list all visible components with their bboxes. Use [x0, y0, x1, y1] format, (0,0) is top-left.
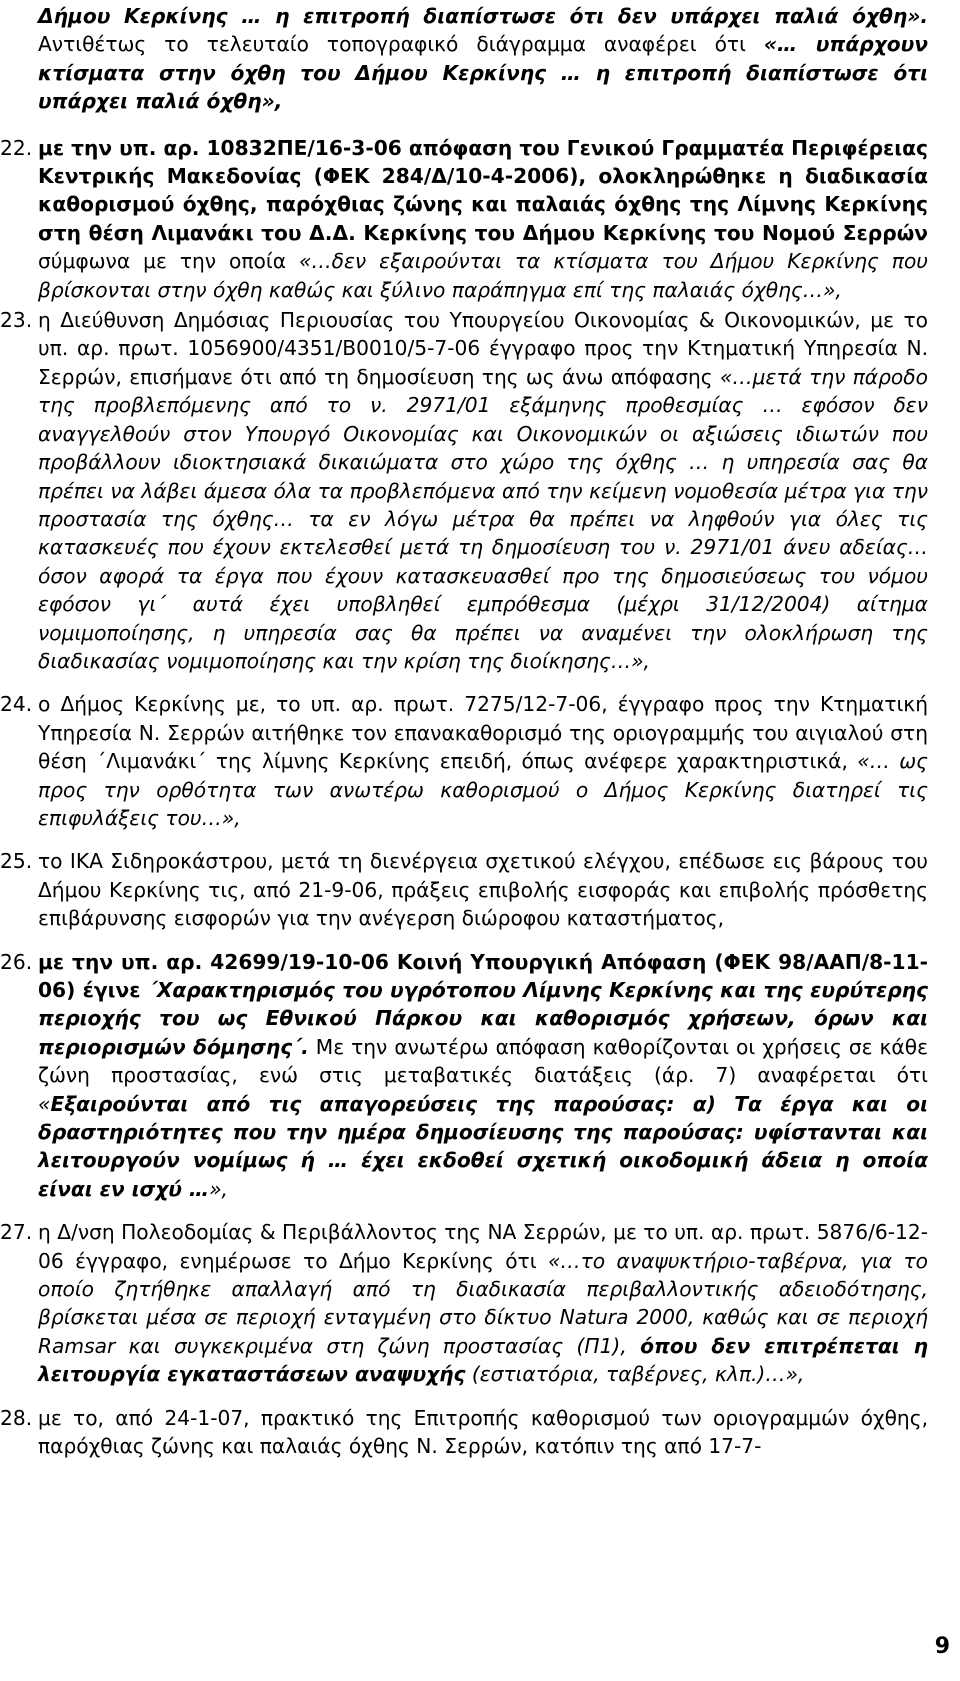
list-item [0, 1404, 928, 1461]
intro-quote-municipality: Δήμου Κερκίνης [355, 60, 547, 85]
item-plain-text: το ΙΚΑ Σιδηροκάστρου, μετά τη διενέργεια σχετικού ελέγχου, επέδωσε εις βάρους του Δήμου Κερκίνης τις, από 21-9-06, πράξεις επιβολής εισφοράς και επιβολής πρόσθετης επιβάρυνσης εισφορών για την ανέγερση διώροφου καταστήματος, [38, 849, 928, 931]
item-italic-quote-end: (εστιατόρια, ταβέρνες, κλπ.)…», [465, 1362, 805, 1387]
item-number: 23. [0, 308, 33, 333]
item-plain-text: η Δ/νση Πολεοδομίας & Περιβάλλοντος της ΝΑ Σερρών, με το υπ. αρ. πρωτ. 5876/6-12-06 έγγραφο, ενημέρωσε το Δήμο Κερκίνης ότι [38, 1220, 928, 1273]
intro-quote-start: «… υπάρχουν κτίσματα στην όχθη του [38, 32, 928, 85]
item-italic-close-quote: », [209, 1176, 228, 1201]
item-text [38, 134, 928, 304]
item-text [38, 847, 928, 932]
item-italic-quote: «…μετά την πάροδο της προβλεπόμενης από το ν. 2971/01 εξάμηνης προθεσμίας … εφόσον δεν αναγγελθούν στον Υπουργό Οικονομίας και Οικονομικών οι αξιώσεις ιδιωτών που προβάλλουν ιδιοκτησιακά δικαιώματα στο χώρο της όχθης … η υπηρεσία σας θα πρέπει να λάβει άμεσα όλα τα προβλεπόμενα από την κείμενη νομοθεσία μέτρα για την προστασία της όχθης… τα εν λόγω μέτρα θα πρέπει να ληφθούν για όλες τις κατασκευές που έχουν εκτελεσθεί μετά τη δημοσίευση του ν. 2971/01 άνευ αδείας… όσον αφορά τα έργα που έχουν κατασκευασθεί προ της δημοσιεύσεως του νόμου εφόσον γι΄ αυτά έχει υποβληθεί εμπρόθεσμα (μέχρι 31/12/2004) αίτημα νομιμοποίησης, η υπηρεσία σας θα πρέπει να αναμένει την ολοκλήρωση της διαδικασίας νομιμοποίησης και την κρίση της διοίκησης…», [38, 364, 928, 673]
item-bold-italic-quote: όπου δεν επιτρέπεται η λειτουργία εγκαταστάσεων αναψυχής [38, 1333, 928, 1387]
item-text [38, 306, 928, 675]
item-plain-text: η Διεύθυνση Δημόσιας Περιουσίας του Υπουργείου Οικονομίας & Οικονομικών, με το υπ. αρ. πρωτ. 1056900/4351/Β0010/5-7-06 έγγραφο προς την Κτηματική Υπηρεσία Ν. Σερρών, επισήμανε ότι από τη δημοσίευση της ως άνω απόφασης [38, 308, 928, 389]
item-italic-open-quote: « [38, 1091, 51, 1116]
list-item [0, 847, 928, 932]
page-number: 9 [934, 1634, 950, 1659]
list-item [0, 306, 928, 675]
item-plain-text: ο Δήμος Κερκίνης με, το υπ. αρ. πρωτ. 7275/12-7-06, έγγραφο προς την Κτηματική Υπηρεσία Ν. Σερρών αιτήθηκε τον επανακαθορισμό της οριογραμμής του αιγιαλού στη θέση ΄Λιμανάκι΄ της λίμνης Κερκίνης επειδή, όπως ανέφερε χαρακτηριστικά, [38, 692, 928, 774]
item-bold-text: με την υπ. αρ. 42699/19-10-06 Κοινή Υπουργική Απόφαση (ΦΕΚ 98/ΑΑΠ/8-11-06) έγινε [38, 949, 928, 1002]
item-plain-text: Με την ανωτέρω απόφαση καθορίζονται οι χρήσεις σε κάθε ζώνη προστασίας, ενώ στις μεταβατικές διατάξεις (άρ. 7) αναφέρεται ότι [38, 1034, 929, 1088]
item-number: 24. [0, 692, 33, 717]
item-text [38, 948, 928, 1204]
item-number: 26. [0, 949, 33, 974]
item-number: 28. [0, 1405, 33, 1430]
item-bold-italic-title: ΄Χαρακτηρισμός του υγρότοπου Λίμνης Κερκίνης και της ευρύτερης περιοχής του ως Εθνικού Πάρκου και καθορισμός χρήσεων, όρων και περιορισμών δόμησης΄. [38, 978, 928, 1059]
item-text [38, 1218, 928, 1388]
list-item [0, 134, 928, 304]
item-text [38, 1404, 928, 1461]
intro-text: Αντιθέτως το τελευταίο τοπογραφικό διάγραμμα αναφέρει ότι [38, 32, 764, 57]
intro-quote-rest: … η επιτροπή διαπίστωσε ότι υπάρχει παλιά όχθη», [38, 60, 928, 114]
item-number: 22. [0, 135, 33, 160]
item-text [38, 690, 928, 832]
item-number: 27. [0, 1220, 33, 1245]
item-bold-italic-quote: Εξαιρούνται από τις απαγορεύσεις της παρούσας: α) Τα έργα και οι δραστηριότητες που την ημέρα δημοσίευσης της παρούσας: υφίστανται και λειτουργούν νομίμως ή … έχει εκδοθεί σχετική οικοδομική άδεια η οποία είναι εν ισχύ … [38, 1091, 928, 1201]
list-item [0, 948, 929, 1204]
item-italic-quote: «…το αναψυκτήριο-ταβέρνα, για το οποίο ζητήθηκε απαλλαγή από τη διαδικασία περιβαλλοντικής αδειοδότησης, βρίσκεται μέσα σε περιοχή ενταγμένη στο δίκτυο Natura 2000, καθώς και σε περιοχή Ramsar και συγκεκριμένα στη ζώνη προστασίας (Π1), [38, 1248, 928, 1358]
list-item [0, 690, 928, 832]
list-item [0, 1218, 928, 1388]
item-plain-text: σύμφωνα με την οποία [38, 249, 300, 274]
item-number: 25. [0, 849, 33, 874]
item-plain-text: με το, από 24-1-07, πρακτικό της Επιτροπής καθορισμού των οριογραμμών όχθης, παρόχθιας ζώνης και παλαιάς όχθης Ν. Σερρών, κατόπιν της από 17-7- [38, 1405, 928, 1459]
item-italic-quote: «…δεν εξαιρούνται τα κτίσματα του Δήμου Κερκίνης που βρίσκονται στην όχθη καθώς και ξύλινο παράπηγμα επί της παλαιάς όχθης…», [38, 249, 928, 302]
item-italic-quote: «… ως προς την ορθότητα των ανωτέρω καθορισμού ο Δήμος Κερκίνης διατηρεί τις επιφυλάξεις του…», [38, 749, 928, 830]
intro-quote-end: Δήμου Κερκίνης … η επιτροπή διαπίστωσε ότι δεν υπάρχει παλιά όχθη». [38, 4, 928, 28]
intro-paragraph [38, 2, 928, 116]
item-bold-text: με την υπ. αρ. 10832ΠΕ/16-3-06 απόφαση του Γενικού Γραμματέα Περιφέρειας Κεντρικής Μακεδονίας (ΦΕΚ 284/Δ/10-4-2006), ολοκληρώθηκε η διαδικασία καθορισμού όχθης, παρόχθιας ζώνης και παλαιάς όχθης της Λίμνης Κερκίνης στη θέση Λιμανάκι του Δ.Δ. Κερκίνης του Δήμου Κερκίνης του Νομού Σερρών [38, 135, 928, 245]
